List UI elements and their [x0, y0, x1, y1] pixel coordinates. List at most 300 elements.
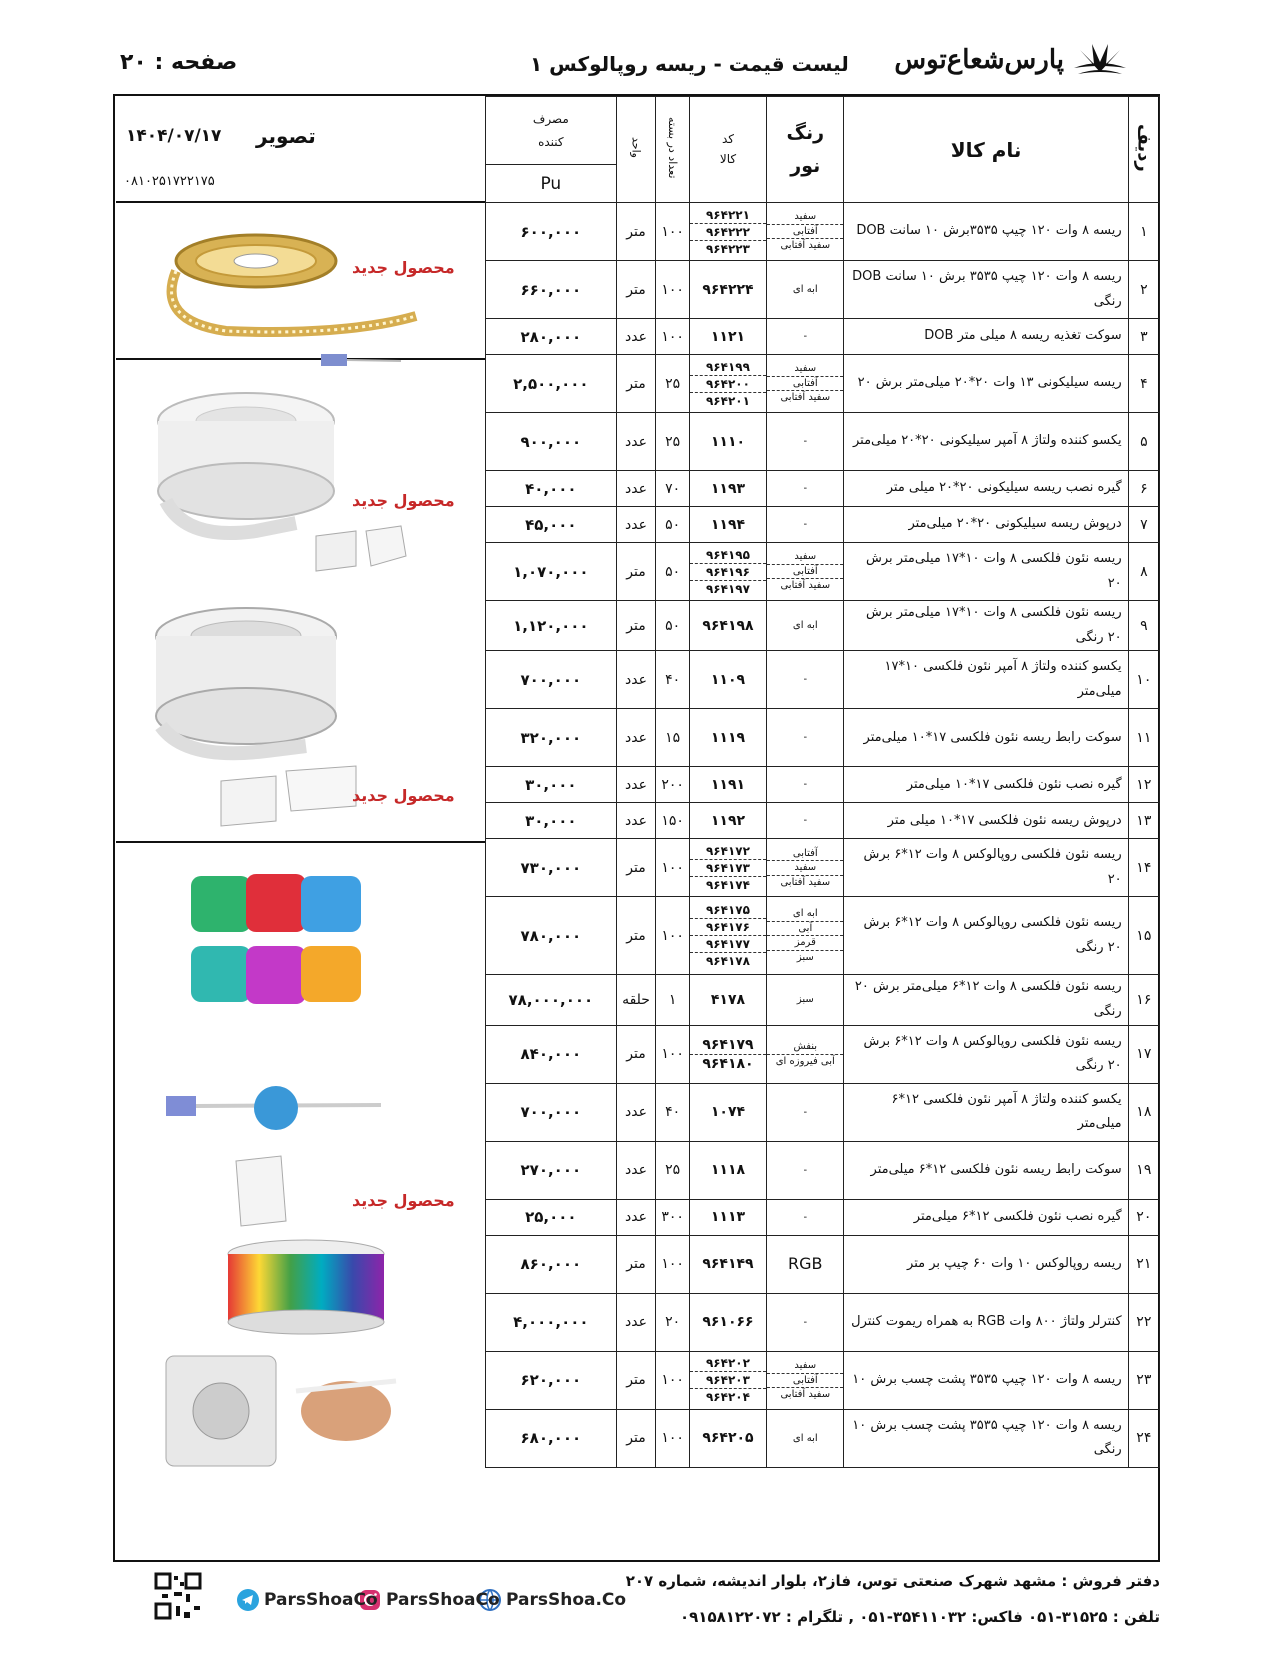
row-number: ۵ [1128, 413, 1159, 471]
item-code-cell [689, 319, 766, 355]
row-number: ۲۴ [1128, 1409, 1159, 1467]
unit: متر [616, 601, 656, 651]
item-code: ۹۶۴۱۷۵ [690, 902, 766, 919]
price-sheet [113, 94, 1160, 1562]
consumer-price: ۱,۰۷۰,۰۰۰ [486, 543, 617, 601]
item-code: ۹۶۴۱۷۹ [690, 1036, 766, 1055]
table-row [486, 651, 1160, 709]
row-number: ۹ [1128, 601, 1159, 651]
pack-quantity: ۲۵ [656, 355, 689, 413]
item-code: ۹۶۴۱۸۰ [702, 1055, 754, 1072]
table-row [486, 355, 1160, 413]
row-number: ۲ [1128, 261, 1159, 319]
consumer-price: ۴۵,۰۰۰ [486, 507, 617, 543]
pack-quantity: ۵۰ [656, 507, 689, 543]
website-text: ParsShoa.Co [506, 1590, 627, 1610]
item-name: ریسه نئون فلکسی روپالوکس ۸ وات ۱۲*۶ برش ۲۰ رنگی [844, 897, 1128, 975]
item-code: ۹۶۴۲۰۰ [690, 376, 766, 393]
light-color: سفید [767, 1359, 843, 1374]
item-name: ریسه نئون فلکسی روپالوکس ۸ وات ۱۲*۶ برش ۲۰ رنگی [844, 1025, 1128, 1083]
light-color: ابه ای [792, 1432, 818, 1444]
image-column-header [116, 96, 486, 203]
light-color-cell [767, 1351, 844, 1409]
item-code-cell [689, 1235, 766, 1293]
table-row [486, 839, 1160, 897]
pack-quantity: ۱۰۰ [656, 897, 689, 975]
row-number: ۱۱ [1128, 709, 1159, 767]
item-name: سوکت رابط ریسه نئون فلکسی ۱۷*۱۰ میلی‌متر [844, 709, 1128, 767]
pack-quantity: ۱۰۰ [656, 1025, 689, 1083]
consumer-price: ۳۰,۰۰۰ [486, 767, 617, 803]
consumer-price: ۶۲۰,۰۰۰ [486, 1351, 617, 1409]
item-code-cell [689, 355, 766, 413]
pack-quantity: ۱۰۰ [656, 319, 689, 355]
light-color: - [803, 1164, 808, 1176]
table-row [486, 1235, 1160, 1293]
item-code: ۱۱۱۸ [710, 1162, 746, 1179]
row-number: ۱۲ [1128, 767, 1159, 803]
header-row-no: ردیف [1128, 97, 1159, 203]
item-code: ۴۱۷۸ [710, 992, 746, 1009]
item-name: ریسه ۸ وات ۱۲۰ چیپ ۳۵۳۵ پشت چسب برش ۱۰ رنگی [844, 1409, 1128, 1467]
new-product-label: محصول جدید [352, 491, 455, 510]
item-code: ۹۶۴۱۷۴ [705, 877, 750, 892]
item-name: ریسه نئون فلکسی روپالوکس ۸ وات ۱۲*۶ برش ۲۰ [844, 839, 1128, 897]
row-number: ۲۰ [1128, 1199, 1159, 1235]
light-color-cell [767, 1293, 844, 1351]
item-code-cell [689, 1293, 766, 1351]
table-row [486, 1025, 1160, 1083]
item-code: ۹۶۴۲۲۴ [702, 281, 754, 298]
page-header [110, 40, 1170, 88]
light-color: - [803, 674, 808, 686]
connector-image [161, 1081, 391, 1141]
item-code: ۹۶۴۲۰۵ [702, 1430, 754, 1447]
light-color: سفید [767, 550, 843, 565]
unit: عدد [616, 767, 656, 803]
instagram-text: ParsShoaCo [386, 1590, 500, 1610]
consumer-price: ۷۰۰,۰۰۰ [486, 1083, 617, 1141]
unit: متر [616, 897, 656, 975]
light-color: سفید آفتابی [780, 1389, 831, 1400]
unit: عدد [616, 709, 656, 767]
telegram-icon [236, 1588, 260, 1612]
item-name: سوکت رابط ریسه نئون فلکسی ۱۲*۶ میلی‌متر [844, 1141, 1128, 1199]
header-item-name: نام کالا [844, 97, 1128, 203]
item-code-cell [689, 709, 766, 767]
light-color-cell [767, 319, 844, 355]
pack-quantity: ۴۰ [656, 1083, 689, 1141]
light-color: - [803, 779, 808, 791]
light-color: ابه ای [792, 283, 818, 295]
light-color: آفتابی [767, 565, 843, 580]
row-number: ۸ [1128, 543, 1159, 601]
table-body [486, 203, 1160, 1468]
telegram-link[interactable] [236, 1588, 378, 1612]
price-table [485, 96, 1160, 1468]
pack-quantity: ۱ [656, 975, 689, 1025]
light-color-cell [767, 651, 844, 709]
pack-quantity: ۲۰۰ [656, 767, 689, 803]
table-row [486, 471, 1160, 507]
consumer-price: ۶۰۰,۰۰۰ [486, 203, 617, 261]
light-color: سفید آفتابی [780, 580, 831, 592]
light-color-cell [767, 1235, 844, 1293]
row-number: ۱۵ [1128, 897, 1159, 975]
unit: متر [616, 203, 656, 261]
light-color: - [803, 1106, 808, 1118]
item-name: درپوش ریسه سیلیکونی ۲۰*۲۰ میلی‌متر [844, 507, 1128, 543]
page-footer [110, 1568, 1170, 1648]
consumer-price: ۲۷۰,۰۰۰ [486, 1141, 617, 1199]
item-code: ۹۶۴۱۷۶ [690, 919, 766, 936]
header-pack-qty: تعداد در بسته [656, 97, 689, 203]
row-number: ۷ [1128, 507, 1159, 543]
pack-quantity: ۳۰۰ [656, 1199, 689, 1235]
row-number: ۲۲ [1128, 1293, 1159, 1351]
item-name: درپوش ریسه نئون فلکسی ۱۷*۱۰ میلی متر [844, 803, 1128, 839]
consumer-price: ۸۶۰,۰۰۰ [486, 1235, 617, 1293]
light-color: آبی [767, 922, 843, 937]
light-color: ابه ای [792, 619, 818, 631]
unit: متر [616, 355, 656, 413]
item-name: یکسو کننده ولتاژ ۸ آمپر نئون فلکسی ۱۲*۶ میلی‌متر [844, 1083, 1128, 1141]
consumer-price: ۷۸۰,۰۰۰ [486, 897, 617, 975]
light-color-cell [767, 601, 844, 651]
consumer-price: ۳۲۰,۰۰۰ [486, 709, 617, 767]
unit: عدد [616, 1083, 656, 1141]
consumer-price: ۲۸۰,۰۰۰ [486, 319, 617, 355]
light-color: سفید آفتابی [780, 240, 831, 252]
item-code-cell [689, 471, 766, 507]
table-row [486, 1083, 1160, 1141]
unit: عدد [616, 1293, 656, 1351]
consumer-price: ۷۸,۰۰۰,۰۰۰ [486, 975, 617, 1025]
clip-image [216, 761, 366, 831]
row-number: ۱۶ [1128, 975, 1159, 1025]
consumer-price: ۹۰۰,۰۰۰ [486, 413, 617, 471]
document-title: لیست قیمت - ریسه روپالوکس ۱ [530, 52, 849, 76]
item-name: گیره نصب نئون فلکسی ۱۲*۶ میلی‌متر [844, 1199, 1128, 1235]
consumer-price: ۱,۱۲۰,۰۰۰ [486, 601, 617, 651]
row-number: ۲۳ [1128, 1351, 1159, 1409]
pack-quantity: ۵۰ [656, 543, 689, 601]
light-color-cell [767, 1025, 844, 1083]
unit: متر [616, 1235, 656, 1293]
item-code: ۱۱۹۴ [710, 516, 746, 533]
light-color-cell [767, 767, 844, 803]
table-row [486, 203, 1160, 261]
item-code: ۱۱۹۲ [710, 812, 746, 829]
table-row [486, 413, 1160, 471]
light-color: - [803, 482, 808, 494]
item-code-cell [689, 1025, 766, 1083]
item-code-cell [689, 1141, 766, 1199]
item-code-cell [689, 601, 766, 651]
table-row [486, 1293, 1160, 1351]
item-name: ریسه ۸ وات ۱۲۰ چیپ ۳۵۳۵ برش ۱۰ سانت DOB رنگی [844, 261, 1128, 319]
item-code-cell [689, 507, 766, 543]
led-strip-reel-image [146, 221, 426, 371]
item-code: ۹۶۴۲۲۳ [705, 241, 750, 256]
pack-quantity: ۱۵۰ [656, 803, 689, 839]
table-row [486, 543, 1160, 601]
item-code: ۹۶۱۰۶۶ [702, 1314, 754, 1331]
pack-quantity: ۲۵ [656, 1141, 689, 1199]
unit: عدد [616, 1141, 656, 1199]
item-code: ۱۱۱۰ [710, 433, 746, 450]
table-header-row [486, 97, 1160, 165]
unit: عدد [616, 651, 656, 709]
consumer-price: ۳۰,۰۰۰ [486, 803, 617, 839]
unit: متر [616, 1409, 656, 1467]
item-code-cell [689, 1351, 766, 1409]
row-number: ۶ [1128, 471, 1159, 507]
light-color: قرمز [767, 936, 843, 951]
light-color-cell [767, 471, 844, 507]
phone-number: ۰۸۱۰۲۵۱۷۲۲۱۷۵ [124, 174, 215, 189]
row-number: ۲۱ [1128, 1235, 1159, 1293]
item-name: گیره نصب نئون فلکسی ۱۷*۱۰ میلی‌متر [844, 767, 1128, 803]
brand-name: پارس‌شعاع‌توس [894, 45, 1064, 75]
unit: متر [616, 1025, 656, 1083]
pack-quantity: ۱۰۰ [656, 1409, 689, 1467]
item-code: ۱۱۹۳ [710, 480, 746, 497]
item-code: ۹۶۴۱۹۵ [690, 547, 766, 564]
table-row [486, 1141, 1160, 1199]
consumer-price: ۷۳۰,۰۰۰ [486, 839, 617, 897]
row-number: ۱ [1128, 203, 1159, 261]
instagram-link[interactable] [358, 1588, 500, 1612]
item-code: ۹۶۴۱۹۸ [702, 617, 754, 634]
item-name: ریسه سیلیکونی ۱۳ وات ۲۰*۲۰ میلی‌متر برش ۲۰ [844, 355, 1128, 413]
item-code: ۹۶۴۲۰۲ [690, 1355, 766, 1372]
image-column [115, 96, 485, 1560]
light-color-cell [767, 803, 844, 839]
table-row [486, 709, 1160, 767]
table-row [486, 767, 1160, 803]
light-color: RGB [788, 1254, 823, 1274]
light-color-cell [767, 709, 844, 767]
unit: عدد [616, 471, 656, 507]
pack-quantity: ۷۰ [656, 471, 689, 507]
pack-quantity: ۲۰ [656, 1293, 689, 1351]
item-code-cell [689, 1083, 766, 1141]
colored-neon-reels-image [186, 866, 396, 1016]
light-color-cell [767, 413, 844, 471]
website-link[interactable] [478, 1588, 626, 1612]
item-code-cell [689, 767, 766, 803]
item-name: ریسه روپالوکس ۱۰ وات ۶۰ چیپ بر متر [844, 1235, 1128, 1293]
unit: متر [616, 1351, 656, 1409]
light-color: آفتابی [767, 377, 843, 392]
item-code-cell [689, 975, 766, 1025]
item-name: ریسه نئون فلکسی ۸ وات ۱۰*۱۷ میلی‌متر برش ۲۰ [844, 543, 1128, 601]
light-color: - [803, 435, 808, 447]
item-name: یکسو کننده ولتاژ ۸ آمپر سیلیکونی ۲۰*۲۰ میلی‌متر [844, 413, 1128, 471]
row-number: ۱۰ [1128, 651, 1159, 709]
table-row [486, 975, 1160, 1025]
header-unit: واحد [616, 97, 656, 203]
light-color: - [803, 815, 808, 827]
consumer-price: ۷۰۰,۰۰۰ [486, 651, 617, 709]
light-color: - [803, 1211, 808, 1223]
item-code: ۱۱۱۹ [710, 729, 746, 746]
item-code-cell [689, 1409, 766, 1467]
item-name: ریسه ۸ وات ۱۲۰ چیپ ۳۵۳۵ پشت چسب برش ۱۰ [844, 1351, 1128, 1409]
light-color: - [803, 1316, 808, 1328]
light-color-cell [767, 1141, 844, 1199]
pack-quantity: ۲۵ [656, 413, 689, 471]
table-row [486, 1199, 1160, 1235]
contact-phones: تلفن : ۳۱۵۲۵-۰۵۱ فاکس: ۳۵۴۱۱۰۳۲-۰۵۱ , تلگرام : ۰۹۱۵۸۱۲۲۰۷۲ [679, 1608, 1160, 1626]
light-color: - [803, 330, 808, 342]
telegram-text: ParsShoaCo [264, 1590, 378, 1610]
table-row [486, 1409, 1160, 1467]
item-code: ۹۶۴۱۷۳ [690, 860, 766, 877]
light-color-cell [767, 1083, 844, 1141]
light-color: بنفش [767, 1040, 843, 1055]
item-code-cell [689, 839, 766, 897]
unit: متر [616, 839, 656, 897]
light-color: سبز [796, 951, 814, 963]
pack-quantity: ۱۰۰ [656, 839, 689, 897]
row-number: ۴ [1128, 355, 1159, 413]
unit: عدد [616, 413, 656, 471]
brand-logo [894, 42, 1130, 78]
unit: متر [616, 543, 656, 601]
item-code: ۱۱۰۹ [710, 671, 746, 688]
rgb-reel-image [221, 1236, 391, 1336]
image-title: تصویر [256, 124, 316, 148]
unit: عدد [616, 507, 656, 543]
item-code-cell [689, 543, 766, 601]
clip-image [226, 1151, 296, 1231]
consumer-price: ۶۸۰,۰۰۰ [486, 1409, 617, 1467]
light-color: سفید آفتابی [780, 392, 831, 404]
neon-flex-reel-image [146, 606, 366, 766]
new-product-label: محصول جدید [352, 786, 455, 805]
pack-quantity: ۵۰ [656, 601, 689, 651]
item-code: ۹۶۴۱۷۸ [705, 954, 750, 969]
item-code: ۹۶۴۲۰۱ [705, 393, 750, 408]
light-color-cell [767, 355, 844, 413]
item-code-cell [689, 203, 766, 261]
item-code-cell [689, 1199, 766, 1235]
row-number: ۱۳ [1128, 803, 1159, 839]
qr-code-icon[interactable] [154, 1572, 202, 1620]
section-divider [116, 841, 486, 843]
item-code: ۹۶۴۱۹۷ [705, 581, 750, 596]
item-code-cell [689, 803, 766, 839]
item-code: ۹۶۴۲۲۲ [690, 224, 766, 241]
row-number: ۱۴ [1128, 839, 1159, 897]
table-row [486, 261, 1160, 319]
item-code: ۹۶۴۱۷۷ [690, 936, 766, 953]
consumer-price: ۴۰,۰۰۰ [486, 471, 617, 507]
header-consumer: مصرف کننده [486, 97, 617, 165]
light-color: سفید [767, 362, 843, 377]
page-number: صفحه : ۲۰ [120, 50, 238, 75]
light-color: آبی فیروزه ای [775, 1055, 835, 1067]
item-code-cell [689, 897, 766, 975]
header-price-unit: Pu [486, 165, 617, 203]
item-code-cell [689, 651, 766, 709]
item-code: ۹۶۴۱۹۶ [690, 564, 766, 581]
light-color-cell [767, 1409, 844, 1467]
unit: متر [616, 261, 656, 319]
item-code: ۱۱۱۳ [710, 1209, 746, 1226]
adhesive-strip-image [156, 1351, 406, 1471]
consumer-price: ۴,۰۰۰,۰۰۰ [486, 1293, 617, 1351]
item-code-cell [689, 261, 766, 319]
row-number: ۳ [1128, 319, 1159, 355]
consumer-price: ۲,۵۰۰,۰۰۰ [486, 355, 617, 413]
light-color-cell [767, 261, 844, 319]
item-code: ۱۰۷۴ [710, 1104, 746, 1121]
item-code: ۹۶۴۱۹۹ [690, 359, 766, 376]
unit: حلقه [616, 975, 656, 1025]
new-product-label: محصول جدید [352, 1191, 455, 1210]
header-light-color: رنگ نور [767, 97, 844, 203]
light-color-cell [767, 203, 844, 261]
light-color: سفید آفتابی [780, 876, 831, 888]
light-color-cell [767, 543, 844, 601]
sun-logo-icon [1070, 42, 1130, 78]
light-color: سبز [796, 994, 814, 1006]
item-name: ریسه نئون فلکسی ۸ وات ۱۲*۶ میلی‌متر برش ۲۰ رنگی [844, 975, 1128, 1025]
item-code: ۹۶۴۱۴۹ [702, 1256, 754, 1273]
light-color: آفتابی [767, 1374, 843, 1389]
light-color-cell [767, 897, 844, 975]
light-color: آفتابی [767, 225, 843, 240]
item-name: ریسه ۸ وات ۱۲۰ چیپ ۳۵۳۵برش ۱۰ سانت DOB [844, 203, 1128, 261]
table-row [486, 319, 1160, 355]
pack-quantity: ۱۰۰ [656, 1351, 689, 1409]
item-code: ۱۱۹۱ [710, 776, 746, 793]
table-row [486, 1351, 1160, 1409]
table-row [486, 803, 1160, 839]
item-name: ریسه نئون فلکسی ۸ وات ۱۰*۱۷ میلی‌متر برش ۲۰ رنگی [844, 601, 1128, 651]
consumer-price: ۶۶۰,۰۰۰ [486, 261, 617, 319]
light-color: - [803, 732, 808, 744]
date: ۱۴۰۴/۰۷/۱۷ [126, 126, 222, 146]
row-number: ۱۹ [1128, 1141, 1159, 1199]
item-name: یکسو کننده ولتاژ ۸ آمپر نئون فلکسی ۱۰*۱۷ میلی‌متر [844, 651, 1128, 709]
sales-office-address: دفتر فروش : مشهد شهرک صنعتی توس، فاز۲، بلوار اندیشه، شماره ۲۰۷ [625, 1572, 1160, 1590]
light-color: سفید [767, 861, 843, 876]
light-color: - [803, 518, 808, 530]
table-row [486, 601, 1160, 651]
new-product-label: محصول جدید [352, 258, 455, 277]
item-code-cell [689, 413, 766, 471]
item-name: سوکت تغذیه ریسه ۸ میلی متر DOB [844, 319, 1128, 355]
clip-image [311, 521, 411, 576]
row-number: ۱۷ [1128, 1025, 1159, 1083]
pack-quantity: ۱۰۰ [656, 203, 689, 261]
light-color: آفتابی [767, 847, 843, 862]
light-color: ابه ای [767, 907, 843, 922]
light-color-cell [767, 839, 844, 897]
table-row [486, 897, 1160, 975]
row-number: ۱۸ [1128, 1083, 1159, 1141]
unit: عدد [616, 1199, 656, 1235]
light-color: سفید [767, 210, 843, 225]
header-code: کد کالا [689, 97, 766, 203]
pack-quantity: ۱۰۰ [656, 1235, 689, 1293]
pack-quantity: ۴۰ [656, 651, 689, 709]
unit: عدد [616, 803, 656, 839]
